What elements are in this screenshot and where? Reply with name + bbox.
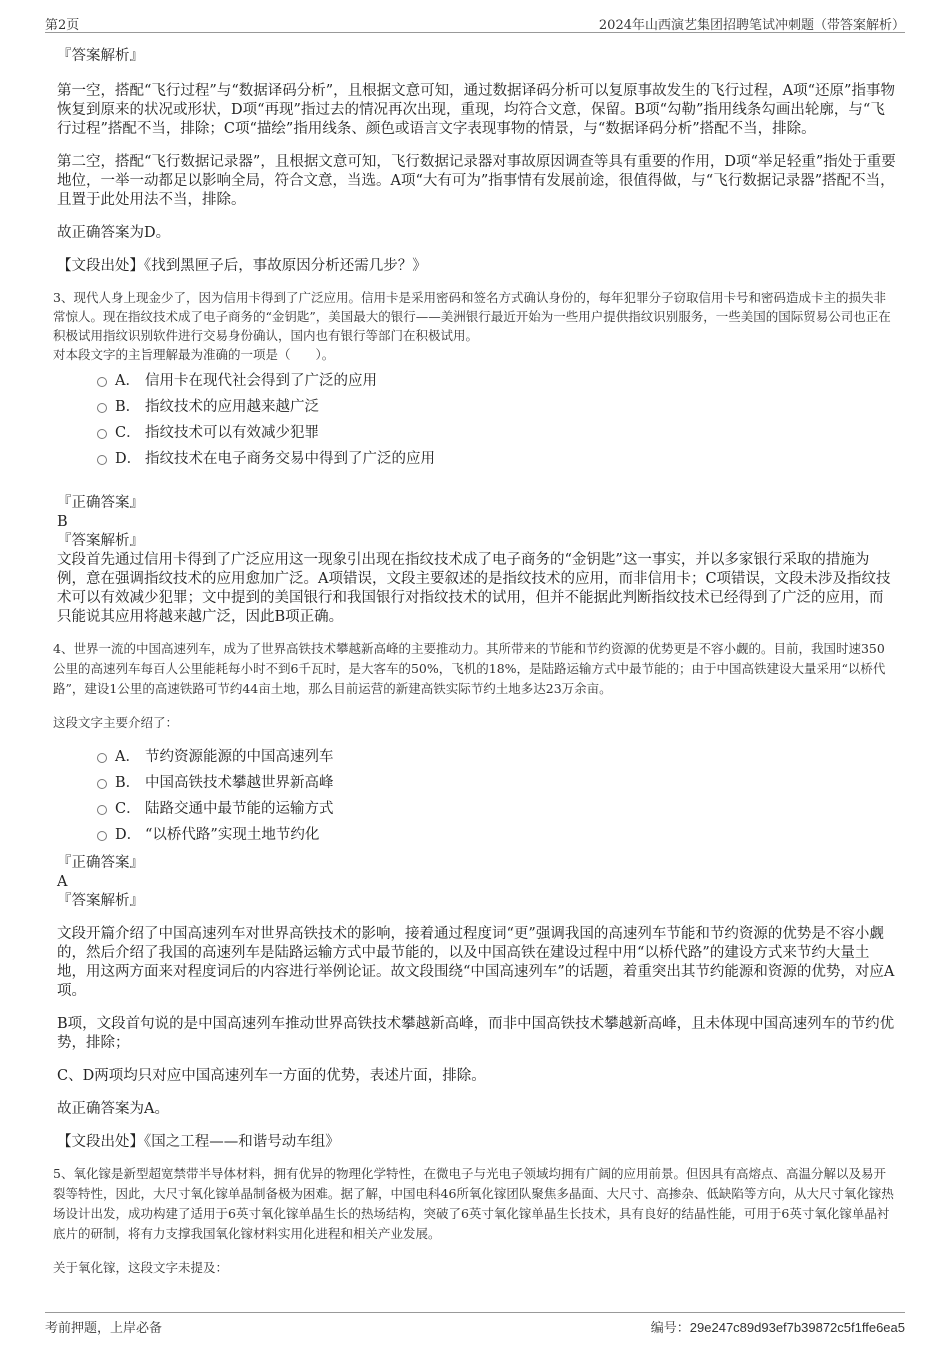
q4-answer-label: 『正确答案』 xyxy=(57,855,144,871)
radio-button[interactable] xyxy=(97,753,107,763)
q3-options xyxy=(57,368,897,472)
q4-stem: 4、世界一流的中国高速列车，成为了世界高铁技术攀越新高峰的主要推动力。其所带来的节能和节约资源的优势更是不容小觑的。目前，我国时速350公里的高速列车每百人公里能耗每小时不到6千瓦时，是大客车的50%，飞机的18%，是陆路运输方式中最节能的；由于中国高铁建设大量采用“以桥代路”，建设1公里的高速铁路可节约44亩土地，那么目前运营的新建高铁实际节约土地多达23万余亩。 xyxy=(53,641,886,696)
q5-stem: 5、氧化镓是新型超宽禁带半导体材料，拥有优异的物理化学特性，在微电子与光电子领域均拥有广阔的应用前景。但因具有高熔点、高温分解以及易开裂等特性，因此，大尺寸氧化镓单晶制备极为困难。据了解，中国电科46所氧化镓团队聚焦多晶面、大尺寸、高掺杂、低缺陷等方向，从大尺寸氧化镓热场设计出发，成功构建了适用于6英寸氧化镓单晶生长的热场结构，突破了6英寸氧化镓单晶生长技术，具有良好的结晶性能，可用于6英寸氧化镓单晶衬底片的研制，将有力支撑我国氧化镓材料实用化进程和相关产业发展。 xyxy=(53,1166,894,1241)
document-code: 编号：29e247c89d93ef7b39872c5f1ffe6ea5 xyxy=(650,1320,905,1335)
q4-analysis-label: 『答案解析』 xyxy=(57,893,144,909)
q4-answer: A xyxy=(57,874,68,890)
q3-answer: B xyxy=(57,514,68,530)
footer-slogan: 考前押题，上岸必备 xyxy=(45,1321,163,1336)
page-footer xyxy=(45,1312,905,1335)
q4-analysis-para2: B项，文段首句说的是中国高速列车推动世界高铁技术攀越新高峰，而非中国高铁技术攀越新高峰，且未体现中国高速列车的节约优势，排除； xyxy=(57,1016,895,1051)
q2-analysis-para1: 第一空，搭配“飞行过程”与“数据译码分析”，且根据文意可知，通过数据译码分析可以复原事故发生的飞行过程，A项“还原”指事物恢复到原来的状况或形状，D项“再现”指过去的情况再次出现，重现，均符合文意，保留。B项“勾勒”指用线条勾画出轮廓，与“飞行过程”搭配不当，排除；C项“描绘”指用线条、颜色或语言文字表现事物的情景，与“数据译码分析”搭配不当，排除。 xyxy=(57,83,895,137)
radio-button[interactable] xyxy=(97,805,107,815)
q3-option-a[interactable]: A． 信用卡在现代社会得到了广泛的应用 xyxy=(97,368,897,394)
q3-analysis-label: 『答案解析』 xyxy=(57,533,144,549)
q4-source: 【文段出处】《国之工程——和谐号动车组》 xyxy=(57,1134,340,1150)
radio-button[interactable] xyxy=(97,403,107,413)
q4-conclusion: 故正确答案为A。 xyxy=(57,1101,169,1117)
page-content xyxy=(53,45,897,1277)
radio-button[interactable] xyxy=(97,455,107,465)
page-number: 第2页 xyxy=(45,18,80,33)
q3-option-c[interactable]: C． 指纹技术可以有效减少犯罪 xyxy=(97,420,897,446)
q3-option-d[interactable]: D． 指纹技术在电子商务交易中得到了广泛的应用 xyxy=(97,446,897,472)
q4-option-a[interactable]: A． 节约资源能源的中国高速列车 xyxy=(97,744,897,770)
q4-question: 这段文字主要介绍了： xyxy=(53,715,179,730)
q2-analysis-label: 『答案解析』 xyxy=(57,48,144,64)
q3-stem: 3、现代人身上现金少了，因为信用卡得到了广泛应用。信用卡是采用密码和签名方式确认身份的，每年犯罪分子窃取信用卡号和密码造成卡主的损失非常惊人。现在指纹技术成了电子商务的“金钥匙”，美国最大的银行——美洲银行最近开始为一些用户提供指纹识别服务，一些美国的国际贸易公司也正在积极试用指纹识别软件进行交易身份确认，国内也有银行等部门在积极试用。 xyxy=(53,290,891,343)
q4-option-c[interactable]: C． 陆路交通中最节能的运输方式 xyxy=(97,796,897,822)
radio-button[interactable] xyxy=(97,429,107,439)
radio-button[interactable] xyxy=(97,779,107,789)
q2-analysis-para2: 第二空，搭配“飞行数据记录器”，且根据文意可知，飞行数据记录器对事故原因调查等具有重要的作用，D项“举足轻重”指处于重要地位，一举一动都足以影响全局，符合文意，当选。A项“大有可为”指事情有发展前途，很值得做，与“飞行数据记录器”搭配不当，且置于此处用法不当，排除。 xyxy=(57,154,896,208)
radio-button[interactable] xyxy=(97,377,107,387)
q5-question: 关于氧化镓，这段文字未提及： xyxy=(53,1260,229,1275)
q4-option-d[interactable]: D． “以桥代路”实现土地节约化 xyxy=(97,822,897,848)
q2-source: 【文段出处】《找到黑匣子后，事故原因分析还需几步？》 xyxy=(57,258,427,274)
page-header xyxy=(45,12,905,33)
q4-analysis-para3: C、D两项均只对应中国高速列车一方面的优势，表述片面，排除。 xyxy=(57,1068,486,1084)
radio-button[interactable] xyxy=(97,831,107,841)
document-title: 2024年山西演艺集团招聘笔试冲刺题（带答案解析） xyxy=(598,18,905,33)
q3-option-b[interactable]: B． 指纹技术的应用越来越广泛 xyxy=(97,394,897,420)
q4-option-b[interactable]: B． 中国高铁技术攀越世界新高峰 xyxy=(97,770,897,796)
q3-analysis: 文段首先通过信用卡得到了广泛应用这一现象引出现在指纹技术成了电子商务的“金钥匙”这一事实，并以多家银行采取的措施为例，意在强调指纹技术的应用愈加广泛。A项错误，文段主要叙述的是指纹技术的应用，而非信用卡；C项错误，文段未涉及指纹技术可以有效减少犯罪；文中提到的美国银行和我国银行对指纹技术的试用，但并不能据此判断指纹技术已经得到了广泛的应用，而只能说其应用将越来越广泛，因此B项正确。 xyxy=(57,552,891,625)
q4-options xyxy=(57,744,897,848)
q3-question: 对本段文字的主旨理解最为准确的一项是（ ）。 xyxy=(53,347,335,362)
q2-conclusion: 故正确答案为D。 xyxy=(57,225,171,241)
q4-analysis-para1: 文段开篇介绍了中国高速列车对世界高铁技术的影响，接着通过程度词“更”强调我国的高速列车节能和节约资源的优势是不容小觑的，然后介绍了我国的高速列车是陆路运输方式中最节能的，以及中国高铁在建设过程中用“以桥代路”的建设方式来节约大量土地，用这两方面来对程度词后的内容进行举例论证。故文段围绕“中国高速列车”的话题，着重突出其节约能源和资源的优势，对应A项。 xyxy=(57,926,895,999)
q3-answer-label: 『正确答案』 xyxy=(57,495,144,511)
